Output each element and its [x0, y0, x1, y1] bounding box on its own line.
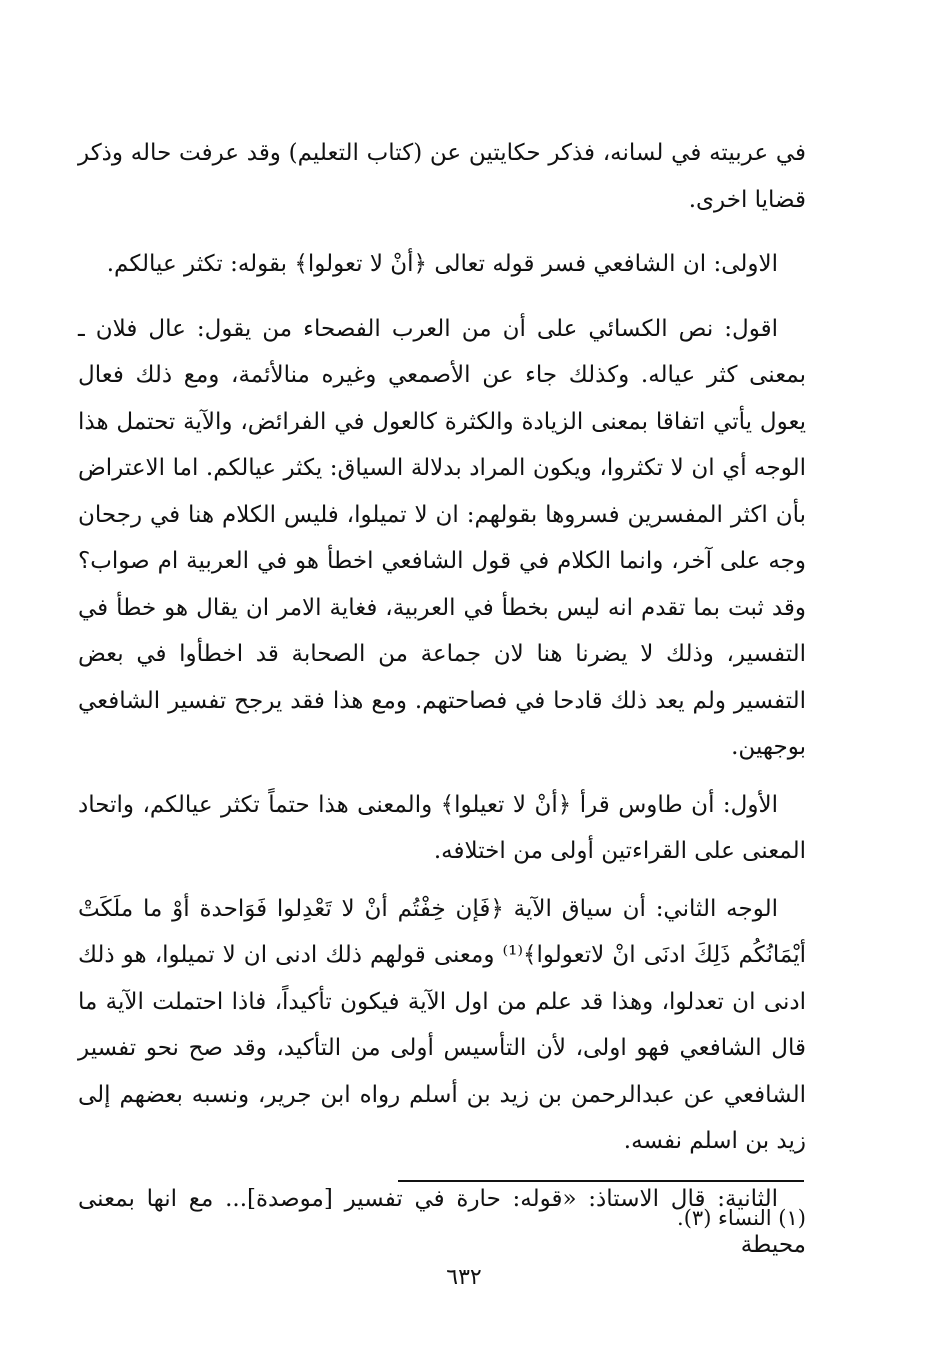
paragraph-continuation: في عربيته في لسانه، فذكر حكايتين عن (كتاب التعليم) وقد عرفت حاله وذكر قضايا اخرى.	[78, 140, 806, 213]
paragraph-response: اقول: نص الكسائي على أن من العرب الفصحاء من يقول: عال فلان ـ بمعنى كثر عياله. وكذلك جاء عن الأصمعي وغيره منالأئمة، ومع ذلك فعال يعول يأتي اتفاقا بمعنى الزيادة والكثرة كالعول في الفرائض، والآية تحتمل هذا الوجه أي ان لا تكثروا، ويكون المراد بدلالة السياق: يكثر عيالكم. اما الاعتراض بأن اكثر المفسرين فسروها بقولهم: ان لا تميلوا، فليس الكلام هنا في رجحان وجه على آخر، وانما الكلام في قول الشافعي اخطأ هو في العربية ام صواب؟ وقد ثبت بما تقدم انه ليس بخطأ في العربية، فغاية الامر ان يقال هو خطأ في التفسير، وذلك لا يضرنا هنا لان جماعة من الصحابة قد اخطأوا في بعض التفسير ولم يعد ذلك قادحا في فصاحتهم. ومع هذا فقد يرجح تفسير الشافعي بوجهين.	[78, 315, 806, 760]
footnote-separator	[398, 1180, 804, 1182]
paragraph-second-point: الثانية: قال الاستاذ: «قوله: حارة في تفسير [موصدة]... مع انها بمعنى محيطة	[78, 1185, 806, 1258]
main-text	[78, 130, 806, 1280]
page-number: ٦٣٢	[446, 1265, 482, 1290]
paragraph-first-point: الاولى: ان الشافعي فسر قوله تعالى ﴿أنْ لا تعولوا﴾ بقوله: تكثر عيالكم.	[106, 251, 778, 277]
paragraph-first-reason: الأول: أن طاوس قرأ ﴿أنْ لا تعيلوا﴾ والمعنى هذا حتماً تكثر عيالكم، واتحاد المعنى على القراءتين أولى من اختلافه.	[78, 791, 806, 864]
paragraph-second-reason: الوجه الثاني: أن سياق الآية ﴿فَإن خِفْتُم أنْ لا تَعْدِلوا فَوَاحدة أوْ ما ملَكَتْ أيْمَانُكُم ذَلِكَ ادنَى انْ لاتعولوا﴾⁽¹⁾ ومعنى قولهم ذلك ادنى ان لا تميلوا، هو ذلك ادنى ان تعدلوا، وهذا قد علم من اول الآية فيكون تأكيداً، فاذا احتملت الآية ما قال الشافعي فهو اولى، لأن التأسيس أولى من التأكيد، وقد صح نحو تفسير الشافعي عن عبدالرحمن بن زيد بن أسلم رواه ابن جرير، ونسبه بعضهم إلى زيد بن اسلم نفسه.	[78, 895, 807, 1154]
footnote: (١) النساء (٣).	[677, 1206, 806, 1230]
